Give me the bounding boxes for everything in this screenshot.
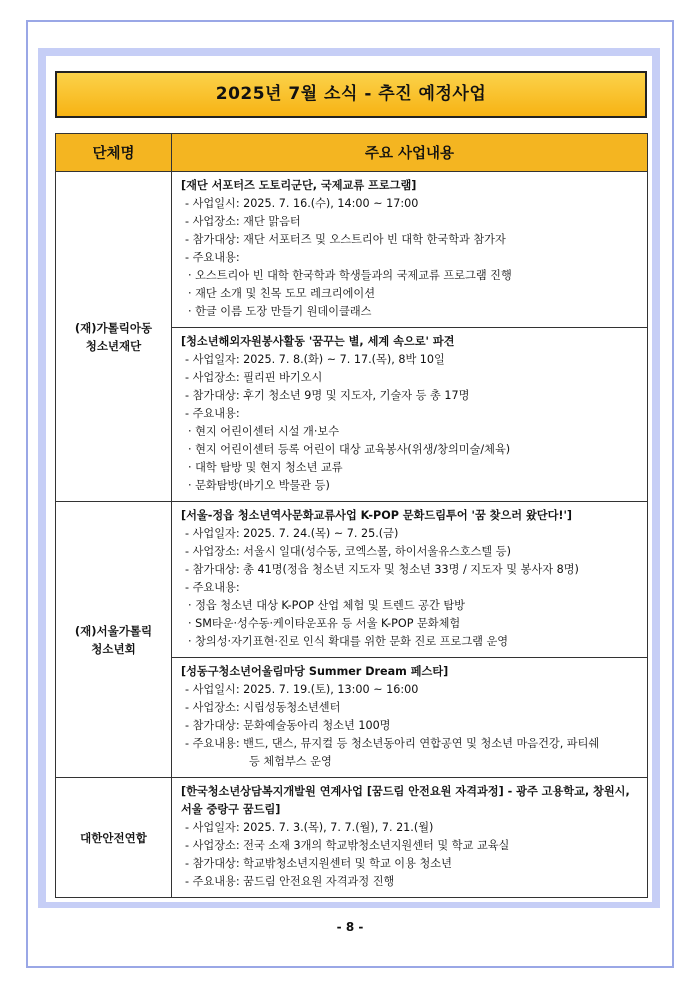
table-header-row bbox=[56, 134, 648, 172]
page-number: - 8 - bbox=[336, 920, 364, 934]
program-title: [서울-정읍 청소년역사문화교류사업 K-POP 문화드림투어 '꿈 찾으러 왔단다!'] bbox=[181, 509, 573, 522]
program-title: [성동구청소년어울림마당 Summer Dream 페스타] bbox=[181, 665, 449, 678]
table-row bbox=[56, 172, 648, 502]
business-content bbox=[172, 778, 648, 898]
program-block: [서울-정읍 청소년역사문화교류사업 K-POP 문화드림투어 '꿈 찾으러 왔단다!'] - 사업일자: 2025. 7. 24.(목) ~ 7. 25.(금) - 사업장소: 서울시 일대(성수동, 코엑스몰, 하이서울유스호스텔 등) - 참가대상: 총 41명(정읍 청소년 지도자 및 청소년 33명 / 지도자 및 봉사자 8명) - 주요내용: · 정읍 청소년 대상 K-POP 산업 체험 및 트렌드 공간 탐방 · SM타운·성수동·케이타운포유 등 서울 K-POP 문화체험 · 창의성·자기표현·진로 인식 확대를 위한 문화 진로 프로그램 운영 bbox=[172, 502, 647, 657]
program-block: [성동구청소년어울림마당 Summer Dream 페스타] - 사업일시: 2025. 7. 19.(토), 13:00 ~ 16:00 - 사업장소: 시립성동청소년센터 - 참가대상: 문화예술동아리 청소년 100명 - 주요내용: 밴드, 댄스, 뮤지컬 등 청소년동아리 연합공연 및 청소년 마음건강, 파티쉐 등 체험부스 운영 bbox=[172, 657, 647, 777]
program-block: [한국청소년상담복지개발원 연계사업 [꿈드림 안전요원 자격과정] - 광주 고용학교, 창원시, 서울 중랑구 꿈드림] - 사업일자: 2025. 7. 3.(목), 7. 7.(월), 7. 21.(월) - 사업장소: 전국 소재 3개의 학교밖청소년지원센터 및 학교 교육실 - 참가대상: 학교밖청소년지원센터 및 학교 이용 청소년 - 주요내용: 꿈드림 안전요원 자격과정 진행 bbox=[172, 778, 647, 897]
program-block: [재단 서포터즈 도토리군단, 국제교류 프로그램] - 사업일시: 2025. 7. 16.(수), 14:00 ~ 17:00 - 사업장소: 재단 맑음터 - 참가대상: 재단 서포터즈 및 오스트리아 빈 대학 한국학과 참가자 - 주요내용: · 오스트리아 빈 대학 한국학과 학생들과의 국제교류 프로그램 진행 · 재단 소개 및 친목 도모 레크리에이션 · 한글 이름 도장 만들기 원데이클래스 bbox=[172, 172, 647, 327]
business-table bbox=[55, 133, 648, 898]
organization-name: (재)가톨릭아동 청소년재단 bbox=[56, 172, 172, 502]
organization-name: (재)서울가톨릭 청소년회 bbox=[56, 502, 172, 778]
program-title: [청소년해외자원봉사활동 '꿈꾸는 별, 세계 속으로' 파견 bbox=[181, 335, 455, 348]
table-row bbox=[56, 502, 648, 778]
header-content: 주요 사업내용 bbox=[172, 134, 648, 172]
business-content bbox=[172, 502, 648, 778]
business-content bbox=[172, 172, 648, 502]
header-organization: 단체명 bbox=[56, 134, 172, 172]
program-block: [청소년해외자원봉사활동 '꿈꾸는 별, 세계 속으로' 파견 - 사업일자: 2025. 7. 8.(화) ~ 7. 17.(목), 8박 10일 - 사업장소: 필리핀 바기오시 - 참가대상: 후기 청소년 9명 및 지도자, 기술자 등 총 17명 - 주요내용: · 현지 어린이센터 시설 개·보수 · 현지 어린이센터 등록 어린이 대상 교육봉사(위생/창의미술/체육) · 대학 탐방 및 현지 청소년 교류 · 문화탐방(바기오 박물관 등) bbox=[172, 327, 647, 501]
organization-name: 대한안전연합 bbox=[56, 778, 172, 898]
program-title: [한국청소년상담복지개발원 연계사업 [꿈드림 안전요원 자격과정] - 광주 고용학교, 창원시, 서울 중랑구 꿈드림] bbox=[181, 785, 630, 816]
page-title: 2025년 7월 소식 - 추진 예정사업 bbox=[55, 71, 647, 118]
program-title: [재단 서포터즈 도토리군단, 국제교류 프로그램] bbox=[181, 179, 417, 192]
table-row bbox=[56, 778, 648, 898]
